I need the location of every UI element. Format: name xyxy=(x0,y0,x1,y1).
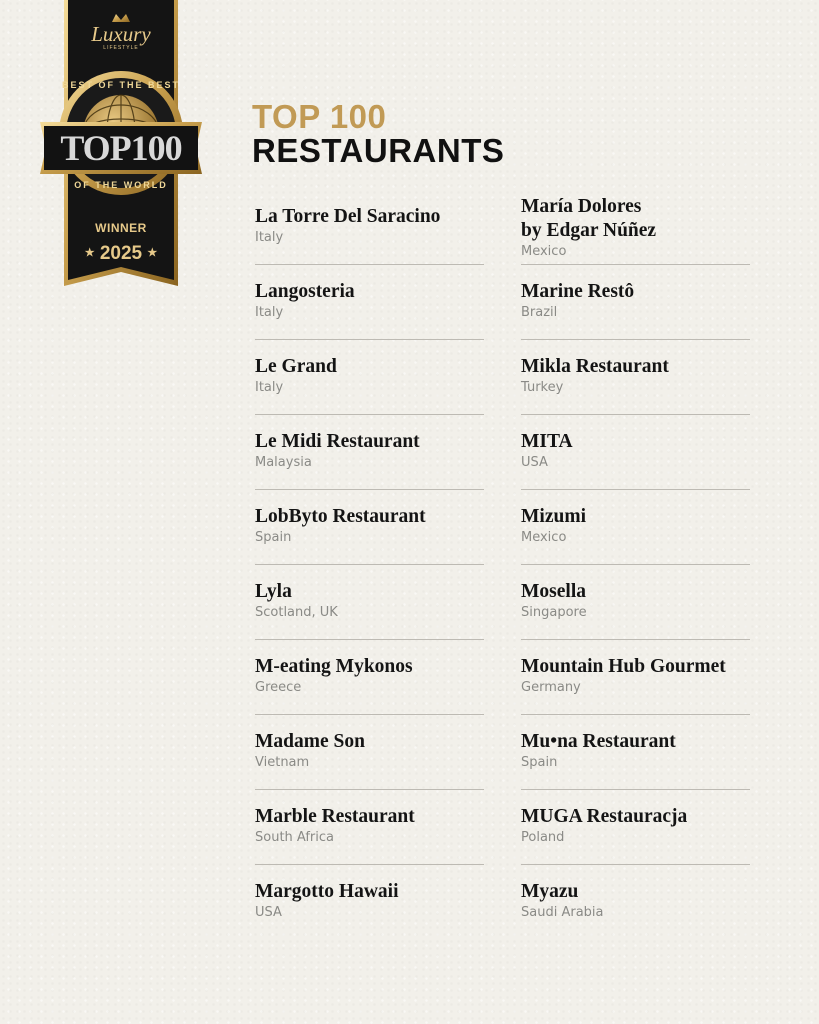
list-item xyxy=(521,355,750,397)
divider xyxy=(255,639,484,640)
divider xyxy=(521,864,750,865)
restaurant-name-line-2: by Edgar Núñez xyxy=(521,220,657,241)
restaurant-country: Scotland, UK xyxy=(255,605,338,620)
list-item xyxy=(255,655,484,697)
divider xyxy=(255,339,484,340)
restaurant-country: Saudi Arabia xyxy=(521,905,604,920)
divider xyxy=(521,414,750,415)
restaurant-name: Marble Restaurant xyxy=(255,806,415,827)
restaurant-name: Margotto Hawaii xyxy=(255,881,399,902)
divider xyxy=(521,339,750,340)
restaurant-name: M-eating Mykonos xyxy=(255,656,413,677)
restaurant-country: Brazil xyxy=(521,305,558,320)
restaurant-country: Germany xyxy=(521,680,581,695)
restaurant-country: USA xyxy=(255,905,282,920)
restaurant-country: Poland xyxy=(521,830,565,845)
badge-title: TOP100 xyxy=(60,128,182,168)
restaurant-country: Malaysia xyxy=(255,455,312,470)
restaurant-name: Mountain Hub Gourmet xyxy=(521,656,726,677)
restaurant-name: MUGA Restauracja xyxy=(521,806,688,827)
restaurant-name: Madame Son xyxy=(255,731,365,752)
divider xyxy=(521,639,750,640)
divider xyxy=(521,489,750,490)
badge-year-row xyxy=(40,243,202,265)
restaurant-country: USA xyxy=(521,455,548,470)
divider xyxy=(521,789,750,790)
restaurant-country: Turkey xyxy=(521,380,564,395)
divider xyxy=(255,414,484,415)
restaurant-country: Greece xyxy=(255,680,302,695)
page-title xyxy=(252,100,504,168)
badge-brand: Luxury xyxy=(91,22,151,46)
list-item xyxy=(521,655,750,697)
badge-brand-sub: LIFESTYLE xyxy=(103,45,139,51)
restaurant-name: Le Grand xyxy=(255,356,337,377)
star-icon: ★ xyxy=(84,247,95,259)
restaurant-name: Mu•na Restaurant xyxy=(521,731,676,752)
restaurant-country: Vietnam xyxy=(255,755,310,770)
title-line-main: RESTAURANTS xyxy=(252,132,505,169)
badge-status: WINNER xyxy=(95,221,147,235)
list-item xyxy=(521,580,750,622)
list-item xyxy=(255,430,484,472)
restaurant-country: South Africa xyxy=(255,830,334,845)
list-item xyxy=(521,730,750,772)
list-item xyxy=(255,805,484,847)
restaurant-country: Italy xyxy=(255,305,284,320)
divider xyxy=(255,264,484,265)
list-item xyxy=(521,195,750,261)
restaurant-name: La Torre Del Saracino xyxy=(255,206,441,227)
restaurant-name: MITA xyxy=(521,431,573,452)
list-item xyxy=(255,730,484,772)
restaurant-name: Mosella xyxy=(521,581,586,602)
restaurant-country: Mexico xyxy=(521,530,567,545)
badge-year: 2025 xyxy=(99,243,143,264)
divider xyxy=(521,564,750,565)
restaurant-name: Marine Restô xyxy=(521,281,635,302)
list-item xyxy=(255,355,484,397)
list-item xyxy=(255,205,484,247)
divider xyxy=(255,789,484,790)
restaurant-name: Mizumi xyxy=(521,506,586,527)
badge-arc-bottom: OF THE WORLD xyxy=(74,180,168,190)
list-item xyxy=(255,880,484,922)
list-item xyxy=(521,880,750,922)
divider xyxy=(521,264,750,265)
restaurant-country: Singapore xyxy=(521,605,587,620)
restaurant-country: Mexico xyxy=(521,244,567,259)
restaurant-country: Spain xyxy=(521,755,558,770)
divider xyxy=(255,864,484,865)
restaurant-name: Le Midi Restaurant xyxy=(255,431,420,452)
divider xyxy=(521,714,750,715)
restaurant-country: Italy xyxy=(255,230,284,245)
restaurant-country: Italy xyxy=(255,380,284,395)
list-item xyxy=(255,505,484,547)
divider xyxy=(255,564,484,565)
restaurant-name: Mikla Restaurant xyxy=(521,356,669,377)
badge-arc-top: BEST OF THE BEST xyxy=(61,80,180,90)
list-item xyxy=(255,580,484,622)
restaurant-name: María Dolores xyxy=(521,196,642,217)
list-item xyxy=(521,505,750,547)
restaurant-country: Spain xyxy=(255,530,292,545)
list-item xyxy=(521,280,750,322)
list-item xyxy=(255,280,484,322)
title-line-top: TOP 100 xyxy=(252,98,387,135)
restaurant-name: Lyla xyxy=(255,581,292,602)
list-item xyxy=(521,430,750,472)
award-badge xyxy=(40,0,202,290)
star-icon: ★ xyxy=(147,247,158,259)
restaurant-name: LobByto Restaurant xyxy=(255,506,426,527)
restaurant-name: Langosteria xyxy=(255,281,355,302)
divider xyxy=(255,489,484,490)
list-item xyxy=(521,805,750,847)
divider xyxy=(255,714,484,715)
restaurant-name: Myazu xyxy=(521,881,579,902)
